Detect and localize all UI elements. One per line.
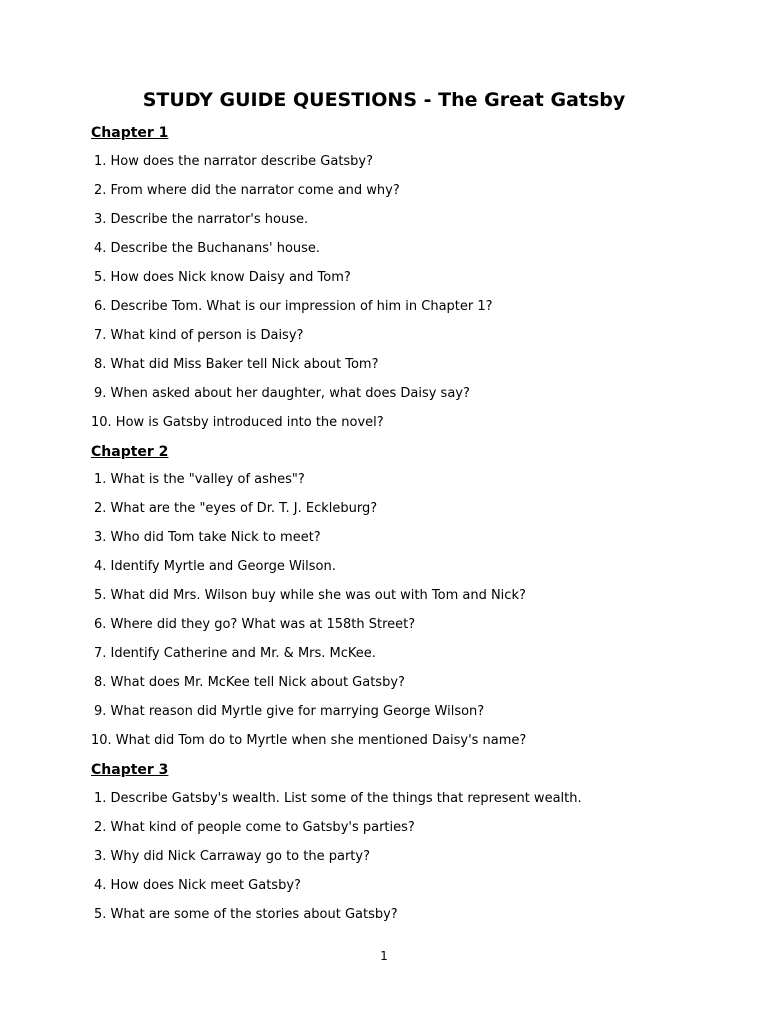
chapter-3-question-3: 3. Why did Nick Carraway go to the party? xyxy=(94,849,370,864)
chapter-3-question-1: 1. Describe Gatsby's wealth. List some of the things that represent wealth. xyxy=(94,791,582,806)
chapter-1-question-3: 3. Describe the narrator's house. xyxy=(94,212,309,227)
chapter-2-heading: Chapter 2 xyxy=(91,444,169,460)
page-number: 1 xyxy=(380,949,388,963)
chapter-2-question-1: 1. What is the "valley of ashes"? xyxy=(94,472,305,487)
chapter-2-question-5: 5. What did Mrs. Wilson buy while she was out with Tom and Nick? xyxy=(94,588,526,603)
chapter-1-heading: Chapter 1 xyxy=(91,125,169,141)
chapter-3-heading: Chapter 3 xyxy=(91,762,169,778)
chapter-1-question-8: 8. What did Miss Baker tell Nick about Tom? xyxy=(94,357,379,372)
chapter-3-question-5: 5. What are some of the stories about Gatsby? xyxy=(94,907,398,922)
page-title: STUDY GUIDE QUESTIONS - The Great Gatsby xyxy=(142,89,626,111)
chapter-2-question-10: 10. What did Tom do to Myrtle when she mentioned Daisy's name? xyxy=(91,733,527,748)
chapter-2-question-7: 7. Identify Catherine and Mr. & Mrs. McKee. xyxy=(94,646,376,661)
chapter-2-question-8: 8. What does Mr. McKee tell Nick about Gatsby? xyxy=(94,675,405,690)
chapter-2-question-9: 9. What reason did Myrtle give for marrying George Wilson? xyxy=(94,704,485,719)
chapter-2-question-4: 4. Identify Myrtle and George Wilson. xyxy=(94,559,336,574)
chapter-2-question-6: 6. Where did they go? What was at 158th Street? xyxy=(94,617,416,632)
chapter-1-question-9: 9. When asked about her daughter, what does Daisy say? xyxy=(94,386,470,401)
chapter-1-question-7: 7. What kind of person is Daisy? xyxy=(94,328,304,343)
chapter-1-question-5: 5. How does Nick know Daisy and Tom? xyxy=(94,270,351,285)
chapter-3-question-2: 2. What kind of people come to Gatsby's parties? xyxy=(94,820,415,835)
chapter-1-question-2: 2. From where did the narrator come and why? xyxy=(94,183,400,198)
chapter-3-question-4: 4. How does Nick meet Gatsby? xyxy=(94,878,301,893)
chapter-1-question-10: 10. How is Gatsby introduced into the novel? xyxy=(91,415,384,430)
chapter-1-question-6: 6. Describe Tom. What is our impression of him in Chapter 1? xyxy=(94,299,493,314)
chapter-1-question-1: 1. How does the narrator describe Gatsby? xyxy=(94,154,374,169)
chapter-2-question-2: 2. What are the "eyes of Dr. T. J. Eckleburg? xyxy=(94,501,378,516)
chapter-1-question-4: 4. Describe the Buchanans' house. xyxy=(94,241,321,256)
chapter-2-question-3: 3. Who did Tom take Nick to meet? xyxy=(94,530,321,545)
